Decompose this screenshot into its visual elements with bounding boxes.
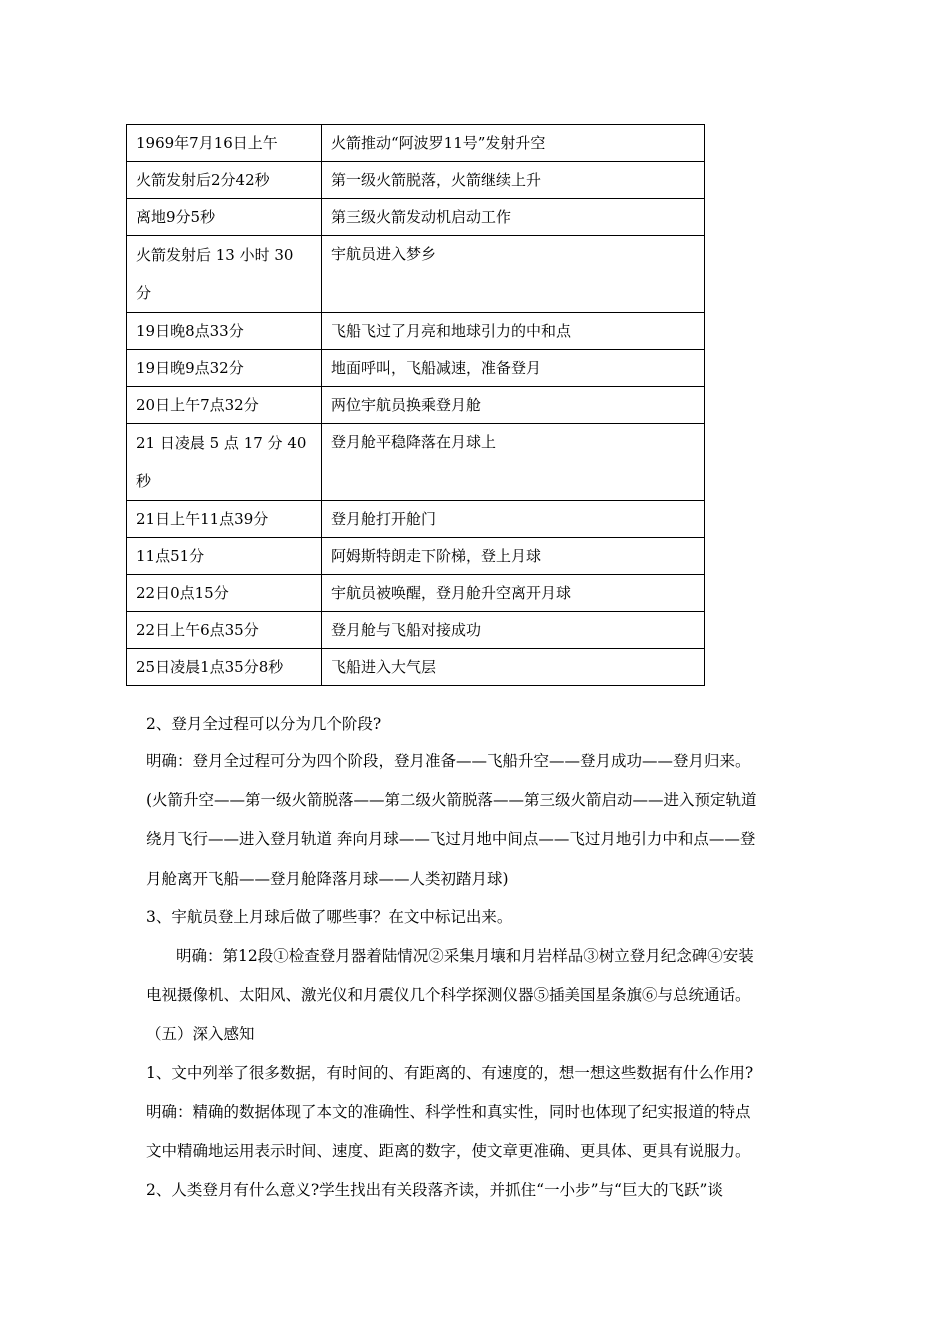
answer-2: 明确：登月全过程可分为四个阶段，登月准备——飞船升空——登月成功——登月归来。 xyxy=(146,752,751,770)
answer-3-line-1: 明确：第12段①检查登月器着陆情况②采集月壤和月岩样品③树立登月纪念碑④安装 xyxy=(176,947,754,965)
timeline-row xyxy=(127,125,705,162)
timeline-event-cell: 登月舱打开舱门 xyxy=(322,501,705,538)
timeline-time-cell: 22日上午6点35分 xyxy=(127,612,322,649)
timeline-event-cell: 火箭推动“阿波罗11号”发射升空 xyxy=(322,125,705,162)
timeline-row xyxy=(127,313,705,350)
timeline-time-cell: 20日上午7点32分 xyxy=(127,387,322,424)
timeline-time-cell: 19日晚8点33分 xyxy=(127,313,322,350)
timeline-event-cell: 地面呼叫，飞船减速，准备登月 xyxy=(322,350,705,387)
timeline-row xyxy=(127,501,705,538)
answer-3-line-2: 电视摄像机、太阳风、激光仪和月震仪几个科学探测仪器⑤插美国星条旗⑥与总统通话。 xyxy=(146,986,751,1004)
question-2: 2、登月全过程可以分为几个阶段? xyxy=(146,715,382,733)
timeline-event-cell: 阿姆斯特朗走下阶梯，登上月球 xyxy=(322,538,705,575)
section-heading-5: （五）深入感知 xyxy=(146,1025,255,1043)
timeline-time-cell: 1969年7月16日上午 xyxy=(127,125,322,162)
answer-5-1-line-1: 明确：精确的数据体现了本文的准确性、科学性和真实性，同时也体现了纪实报道的特点 xyxy=(146,1103,751,1121)
answer-2-detail-line-3: 月舱离开飞船——登月舱降落月球——人类初踏月球) xyxy=(146,870,509,888)
timeline-row xyxy=(127,199,705,236)
answer-2-detail-line-1: (火箭升空——第一级火箭脱落——第二级火箭脱落——第三级火箭启动——进入预定轨道 xyxy=(146,791,757,809)
timeline-row xyxy=(127,612,705,649)
timeline-time-cell: 离地9分5秒 xyxy=(127,199,322,236)
timeline-body xyxy=(127,125,705,686)
timeline-row xyxy=(127,538,705,575)
timeline-row xyxy=(127,387,705,424)
answer-5-1-line-2: 文中精确地运用表示时间、速度、距离的数字，使文章更准确、更具体、更具有说服力。 xyxy=(146,1142,751,1160)
timeline-event-cell: 飞船飞过了月亮和地球引力的中和点 xyxy=(322,313,705,350)
question-5-2: 2、人类登月有什么意义?学生找出有关段落齐读，并抓住“一小步”与“巨大的飞跃”谈 xyxy=(146,1181,723,1199)
question-3: 3、宇航员登上月球后做了哪些事？在文中标记出来。 xyxy=(146,908,513,926)
timeline-row xyxy=(127,236,705,313)
moon-landing-timeline-table xyxy=(126,124,705,686)
timeline-time-cell: 火箭发射后2分42秒 xyxy=(127,162,322,199)
question-5-1: 1、文中列举了很多数据，有时间的、有距离的、有速度的，想一想这些数据有什么作用? xyxy=(146,1064,754,1082)
timeline-event-cell: 两位宇航员换乘登月舱 xyxy=(322,387,705,424)
timeline-time-cell: 19日晚9点32分 xyxy=(127,350,322,387)
timeline-row xyxy=(127,350,705,387)
answer-2-detail-line-2: 绕月飞行——进入登月轨道 奔向月球——飞过月地中间点——飞过月地引力中和点——登 xyxy=(146,830,756,848)
timeline-event-cell: 宇航员进入梦乡 xyxy=(322,236,705,313)
timeline-time-cell: 25日凌晨1点35分8秒 xyxy=(127,649,322,686)
timeline-row xyxy=(127,649,705,686)
timeline-row xyxy=(127,575,705,612)
timeline-row xyxy=(127,424,705,501)
timeline-event-cell: 登月舱与飞船对接成功 xyxy=(322,612,705,649)
timeline-time-cell: 火箭发射后 13 小时 30 分 xyxy=(127,236,322,313)
timeline-time-cell: 21 日凌晨 5 点 17 分 40 秒 xyxy=(127,424,322,501)
timeline-time-cell: 22日0点15分 xyxy=(127,575,322,612)
timeline-time-cell: 21日上午11点39分 xyxy=(127,501,322,538)
timeline-event-cell: 登月舱平稳降落在月球上 xyxy=(322,424,705,501)
timeline-event-cell: 第一级火箭脱落，火箭继续上升 xyxy=(322,162,705,199)
timeline-event-cell: 飞船进入大气层 xyxy=(322,649,705,686)
timeline-event-cell: 第三级火箭发动机启动工作 xyxy=(322,199,705,236)
timeline-row xyxy=(127,162,705,199)
timeline-time-cell: 11点51分 xyxy=(127,538,322,575)
timeline-event-cell: 宇航员被唤醒，登月舱升空离开月球 xyxy=(322,575,705,612)
